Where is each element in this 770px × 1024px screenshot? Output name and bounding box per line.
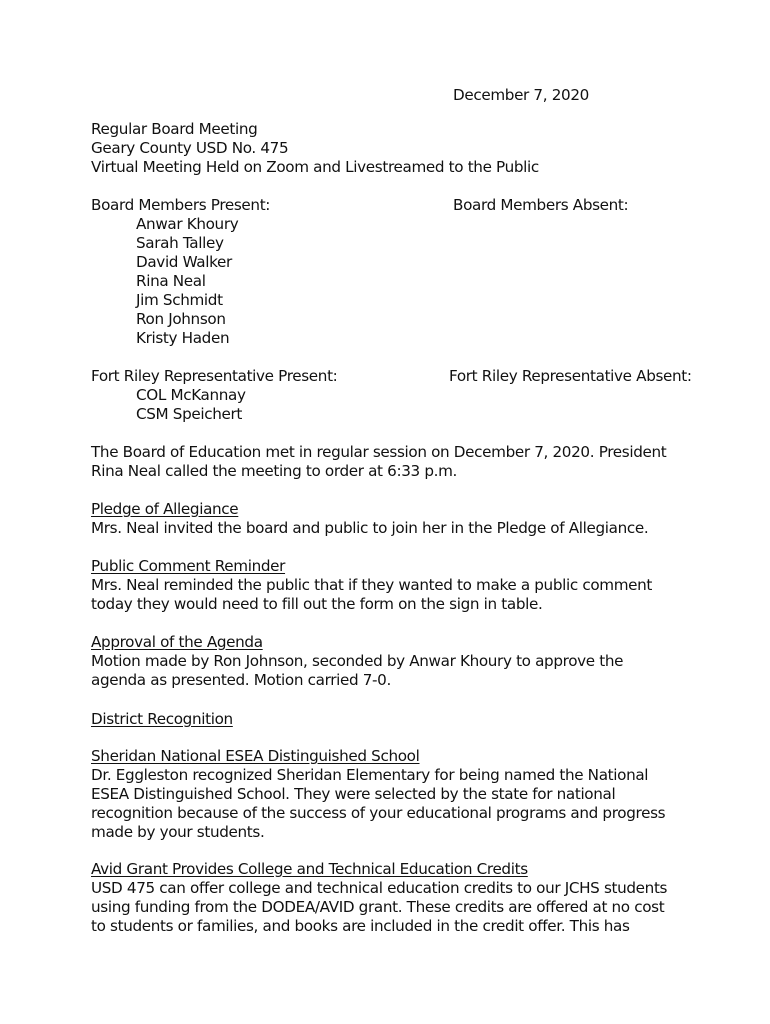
section-heading-district-recognition: District Recognition [91,710,233,728]
section-heading-sheridan: Sheridan National ESEA Distinguished School [91,747,420,765]
sheridan-text-line: Dr. Eggleston recognized Sheridan Elementary for being named the National [91,766,649,784]
board-member-present: Rina Neal [136,272,206,290]
fort-riley-rep-present: COL McKannay [136,386,246,404]
fort-riley-absent-label: Fort Riley Representative Absent: [449,367,692,385]
sheridan-text-line: made by your students. [91,823,265,841]
board-member-present: Sarah Talley [136,234,224,252]
header-line-district: Geary County USD No. 475 [91,139,289,157]
sheridan-text-line: ESEA Distinguished School. They were selected by the state for national [91,785,616,803]
avid-text-line: using funding from the DODEA/AVID grant. These credits are offered at no cost [91,898,665,916]
section-heading-avid-grant: Avid Grant Provides College and Technical Education Credits [91,860,528,878]
board-absent-label: Board Members Absent: [453,196,629,214]
section-heading-agenda: Approval of the Agenda [91,633,263,651]
sheridan-text-line: recognition because of the success of your educational programs and progress [91,804,666,822]
board-member-present: Anwar Khoury [136,215,239,233]
intro-paragraph-line: The Board of Education met in regular session on December 7, 2020. President [91,443,667,461]
header-line-venue: Virtual Meeting Held on Zoom and Livestreamed to the Public [91,158,539,176]
agenda-text-line: agenda as presented. Motion carried 7-0. [91,671,391,689]
meeting-date: December 7, 2020 [453,86,589,104]
fort-riley-present-label: Fort Riley Representative Present: [91,367,338,385]
agenda-text-line: Motion made by Ron Johnson, seconded by Anwar Khoury to approve the [91,652,624,670]
fort-riley-rep-present: CSM Speichert [136,405,242,423]
board-present-label: Board Members Present: [91,196,271,214]
avid-text-line: USD 475 can offer college and technical education credits to our JCHS students [91,879,668,897]
avid-text-line: to students or families, and books are included in the credit offer. This has [91,917,630,935]
intro-paragraph-line: Rina Neal called the meeting to order at 6:33 p.m. [91,462,458,480]
pledge-text-line: Mrs. Neal invited the board and public to join her in the Pledge of Allegiance. [91,519,649,537]
board-member-present: Kristy Haden [136,329,230,347]
board-member-present: David Walker [136,253,232,271]
section-heading-public-comment: Public Comment Reminder [91,557,286,575]
board-member-present: Ron Johnson [136,310,226,328]
public-comment-text-line: today they would need to fill out the form on the sign in table. [91,595,543,613]
section-heading-pledge: Pledge of Allegiance [91,500,239,518]
board-member-present: Jim Schmidt [136,291,223,309]
header-line-meeting-type: Regular Board Meeting [91,120,258,138]
public-comment-text-line: Mrs. Neal reminded the public that if they wanted to make a public comment [91,576,653,594]
